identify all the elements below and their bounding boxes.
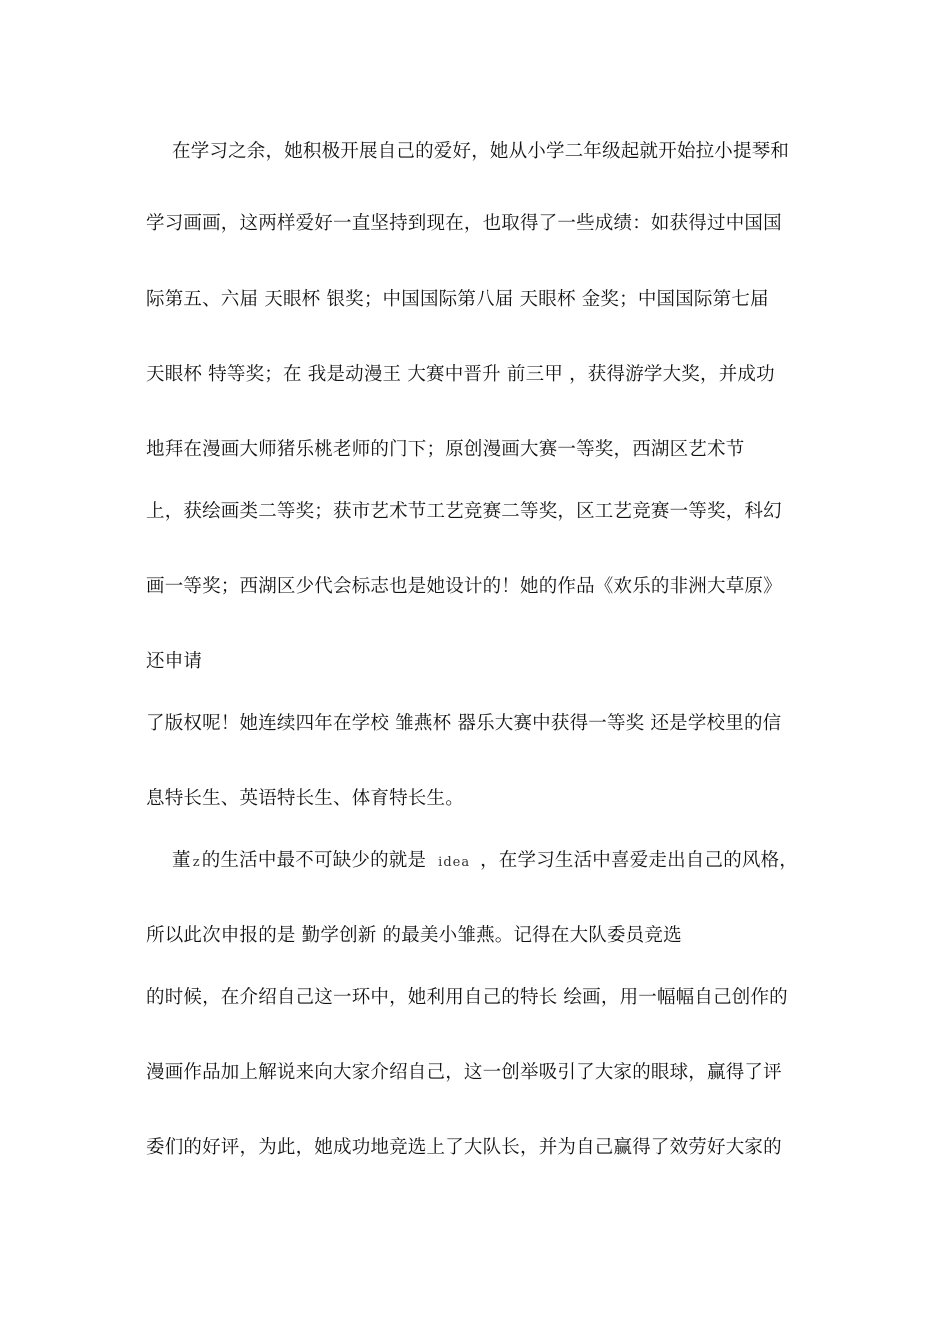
paragraph-2-line-4: 漫画作品加上解说来向大家介绍自己，这一创举吸引了大家的眼球，赢得了评 bbox=[146, 1062, 782, 1083]
paragraph-1-line-10: 息特长生、英语特长生、体育特长生。 bbox=[146, 788, 464, 809]
paragraph-2-text-part-1: 董 bbox=[172, 850, 191, 871]
paragraph-1-line-3: 际第五、六届 天眼杯 银奖；中国国际第八届 天眼杯 金奖；中国国际第七届 bbox=[146, 289, 769, 310]
paragraph-1-line-8: 还申请 bbox=[146, 651, 203, 672]
paragraph-1-line-4: 天眼杯 特等奖；在 我是动漫王 大赛中晋升 前三甲 ，获得游学大奖，并成功 bbox=[146, 364, 775, 385]
paragraph-2-letter: z bbox=[192, 855, 200, 870]
paragraph-1-line-6: 上，获绘画类二等奖；获市艺术节工艺竞赛二等奖，区工艺竞赛一等奖，科幻 bbox=[146, 501, 782, 522]
paragraph-2-line-2: 所以此次申报的是 勤学创新 的最美小雏燕。记得在大队委员竞选 bbox=[146, 925, 682, 946]
paragraph-1-line-2: 学习画画，这两样爱好一直坚持到现在，也取得了一些成绩：如获得过中国国 bbox=[146, 213, 782, 234]
paragraph-2-text-part-3: ，在学习生活中喜爱走出自己的风格， bbox=[480, 850, 799, 871]
paragraph-1-line-1: 在学习之余，她积极开展自己的爱好，她从小学二年级起就开始拉小提琴和 bbox=[172, 141, 790, 162]
paragraph-2-line-1 bbox=[172, 849, 798, 875]
paragraph-2-line-3: 的时候，在介绍自己这一环中，她利用自己的特长 绘画，用一幅幅自己创作的 bbox=[146, 987, 788, 1008]
paragraph-2-line-5: 委们的好评，为此，她成功地竞选上了大队长，并为自己赢得了效劳好大家的 bbox=[146, 1137, 782, 1158]
paragraph-2-text-part-2: 的生活中最不可缺少的就是 bbox=[201, 850, 427, 871]
paragraph-1-line-9: 了版权呢！她连续四年在学校 雏燕杯 器乐大赛中获得一等奖 还是学校里的信 bbox=[146, 713, 782, 734]
paragraph-1-line-7: 画一等奖；西湖区少代会标志也是她设计的！她的作品《欢乐的非洲大草原》 bbox=[146, 576, 782, 597]
paragraph-1-line-5: 地拜在漫画大师猪乐桃老师的门下；原创漫画大赛一等奖，西湖区艺术节 bbox=[146, 439, 745, 460]
paragraph-2-word-idea: idea bbox=[438, 855, 471, 870]
